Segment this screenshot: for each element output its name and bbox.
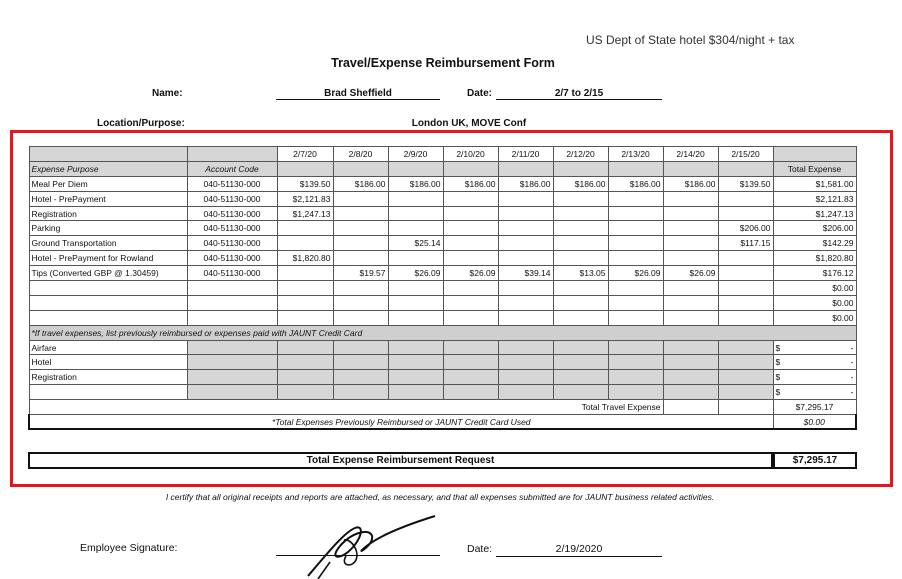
form-title: Travel/Expense Reimbursement Form [331,56,555,70]
amount-cell: $186.00 [553,176,608,191]
total-travel-label: Total Travel Expense [29,400,663,415]
expense-purpose-cell: Hotel - PrePayment for Rowland [29,251,187,266]
amount-cell [663,295,718,310]
amount-cell [277,266,333,281]
dollar-sign: $ [775,357,781,368]
col-purpose-header: Expense Purpose [29,161,187,176]
account-code-cell: 040-51130-000 [187,206,277,221]
row-total-cell: $142.29 [773,236,856,251]
amount-cell [388,310,443,325]
amount-cell [553,251,608,266]
prev-reimbursed-label: *Total Expenses Previously Reimbursed or JAUNT Credit Card Used [29,415,773,430]
date-header: 2/13/20 [608,147,663,162]
amount-cell [553,310,608,325]
amount-cell [553,236,608,251]
amount-cell: $186.00 [333,176,388,191]
amount-cell [553,191,608,206]
account-code-cell: 040-51130-000 [187,266,277,281]
dollar-sign: $ [775,387,781,398]
certification-text: I certify that all original receipts and reports are attached, as necessary, and that all expenses submitted are for JAUNT business related activities. [165,492,715,502]
date-header: 2/7/20 [277,147,333,162]
amount-cell [498,281,553,296]
amount-cell: $26.09 [443,266,498,281]
amount-cell [333,206,388,221]
expense-purpose-cell [29,310,187,325]
table-row [29,206,856,221]
dash-value: - [850,357,854,368]
table-row [29,295,856,310]
amount-cell [388,281,443,296]
account-code-cell: 040-51130-000 [187,236,277,251]
row-total-cell: $1,581.00 [773,176,856,191]
date-header: 2/9/20 [388,147,443,162]
row-total-cell: $2,121.83 [773,191,856,206]
amount-cell: $39.14 [498,266,553,281]
date-header: 2/15/20 [718,147,773,162]
amount-cell: $1,247.13 [277,206,333,221]
account-code-cell [187,281,277,296]
amount-cell [608,221,663,236]
amount-cell [277,295,333,310]
amount-cell [553,295,608,310]
amount-cell [443,251,498,266]
expense-table [28,146,857,430]
amount-cell [333,221,388,236]
amount-cell [498,295,553,310]
amount-cell [277,221,333,236]
amount-cell [498,236,553,251]
amount-cell [388,251,443,266]
expense-purpose-cell: Meal Per Diem [29,176,187,191]
prior-purpose-cell: Hotel [29,355,187,370]
amount-cell [333,236,388,251]
amount-cell [718,206,773,221]
grand-total-value: $7,295.17 [773,452,857,469]
amount-cell: $186.00 [663,176,718,191]
amount-cell: $1,820.80 [277,251,333,266]
amount-cell [443,191,498,206]
expense-purpose-cell: Hotel - PrePayment [29,191,187,206]
amount-cell [608,281,663,296]
amount-cell [333,281,388,296]
amount-cell [663,221,718,236]
dash-value: - [850,342,854,353]
amount-cell [277,281,333,296]
amount-cell [553,281,608,296]
amount-cell [498,191,553,206]
name-label: Name: [152,88,183,99]
amount-cell [663,236,718,251]
signature-date-value: 2/19/2020 [496,543,662,557]
handwritten-signature [300,510,450,579]
amount-cell [718,251,773,266]
amount-cell: $19.57 [333,266,388,281]
table-row [29,266,856,281]
account-code-cell [187,295,277,310]
amount-cell [443,206,498,221]
date-value: 2/7 to 2/15 [496,88,662,100]
amount-cell [443,295,498,310]
row-total-cell: $1,820.80 [773,251,856,266]
amount-cell [663,191,718,206]
section-note: *If travel expenses, list previously reimbursed or expenses paid with JAUNT Credit Card [29,325,856,340]
amount-cell: $26.09 [663,266,718,281]
amount-cell: $206.00 [718,221,773,236]
location-label: Location/Purpose: [97,118,185,129]
amount-cell [498,206,553,221]
table-row [29,310,856,325]
amount-cell [608,310,663,325]
grand-total-label: Total Expense Reimbursement Request [28,452,773,469]
col-total-header: Total Expense [773,161,856,176]
table-row [29,221,856,236]
date-header: 2/14/20 [663,147,718,162]
amount-cell: $186.00 [443,176,498,191]
total-travel-value: $7,295.17 [773,400,856,415]
amount-cell [663,251,718,266]
amount-cell: $186.00 [388,176,443,191]
prior-row [29,355,856,370]
amount-cell: $139.50 [718,176,773,191]
signature-label: Employee Signature: [80,542,178,554]
table-row [29,191,856,206]
prior-row [29,370,856,385]
account-code-cell: 040-51130-000 [187,191,277,206]
date-label: Date: [467,88,493,99]
account-code-cell [187,310,277,325]
table-row [29,281,856,296]
row-total-cell: $1,247.13 [773,206,856,221]
amount-cell [333,251,388,266]
amount-cell [608,295,663,310]
expense-purpose-cell [29,281,187,296]
expense-rows [29,176,856,325]
date-header: 2/8/20 [333,147,388,162]
amount-cell [663,310,718,325]
amount-cell: $186.00 [498,176,553,191]
expense-purpose-cell: Parking [29,221,187,236]
name-value: Brad Sheffield [276,88,440,100]
amount-cell [277,310,333,325]
prior-purpose-cell: Registration [29,370,187,385]
date-header-row [29,147,856,162]
date-header: 2/12/20 [553,147,608,162]
prior-amount-cell [773,340,856,355]
amount-cell [388,191,443,206]
amount-cell [718,310,773,325]
row-total-cell: $0.00 [773,281,856,296]
amount-cell: $2,121.83 [277,191,333,206]
account-code-cell: 040-51130-000 [187,176,277,191]
row-total-cell: $176.12 [773,266,856,281]
prior-rows [29,340,856,400]
amount-cell: $139.50 [277,176,333,191]
amount-cell [663,206,718,221]
expense-purpose-cell [29,295,187,310]
section-note-row [29,325,856,340]
amount-cell [333,191,388,206]
row-total-cell: $206.00 [773,221,856,236]
amount-cell [277,236,333,251]
amount-cell [498,251,553,266]
amount-cell [333,310,388,325]
amount-cell [718,266,773,281]
amount-cell [608,191,663,206]
prev-reimbursed-value: $0.00 [773,415,856,430]
prev-reimbursed-row [29,415,856,430]
amount-cell: $25.14 [388,236,443,251]
amount-cell: $117.15 [718,236,773,251]
prior-row [29,340,856,355]
amount-cell [333,295,388,310]
amount-cell [663,281,718,296]
table-row [29,251,856,266]
prior-amount-cell [773,355,856,370]
date-header: 2/10/20 [443,147,498,162]
amount-cell: $26.09 [608,266,663,281]
prior-purpose-cell [29,385,187,400]
amount-cell [443,281,498,296]
prior-purpose-cell: Airfare [29,340,187,355]
dollar-sign: $ [775,372,781,383]
amount-cell: $186.00 [608,176,663,191]
expense-purpose-cell: Registration [29,206,187,221]
amount-cell [443,236,498,251]
dollar-sign: $ [775,342,781,353]
expense-purpose-cell: Ground Transportation [29,236,187,251]
amount-cell [498,310,553,325]
amount-cell [608,206,663,221]
amount-cell [553,206,608,221]
col-account-header: Account Code [187,161,277,176]
date-header: 2/11/20 [498,147,553,162]
location-value: London UK, MOVE Conf [411,118,527,129]
amount-cell [608,236,663,251]
table-row [29,236,856,251]
row-total-cell: $0.00 [773,295,856,310]
total-travel-row [29,400,856,415]
prior-amount-cell [773,370,856,385]
account-code-cell: 040-51130-000 [187,251,277,266]
expense-purpose-cell: Tips (Converted GBP @ 1.30459) [29,266,187,281]
amount-cell [388,206,443,221]
amount-cell [443,221,498,236]
prior-amount-cell [773,385,856,400]
amount-cell [718,295,773,310]
amount-cell: $13.05 [553,266,608,281]
row-total-cell: $0.00 [773,310,856,325]
amount-cell [718,191,773,206]
amount-cell [388,221,443,236]
hotel-rate-note: US Dept of State hotel $304/night + tax [586,33,795,47]
dash-value: - [850,372,854,383]
amount-cell [608,251,663,266]
amount-cell: $26.09 [388,266,443,281]
amount-cell [443,310,498,325]
column-header-row [29,161,856,176]
table-row [29,176,856,191]
amount-cell [388,295,443,310]
amount-cell [498,221,553,236]
signature-date-label: Date: [467,543,493,555]
dash-value: - [850,387,854,398]
account-code-cell: 040-51130-000 [187,221,277,236]
prior-row [29,385,856,400]
amount-cell [553,221,608,236]
amount-cell [718,281,773,296]
